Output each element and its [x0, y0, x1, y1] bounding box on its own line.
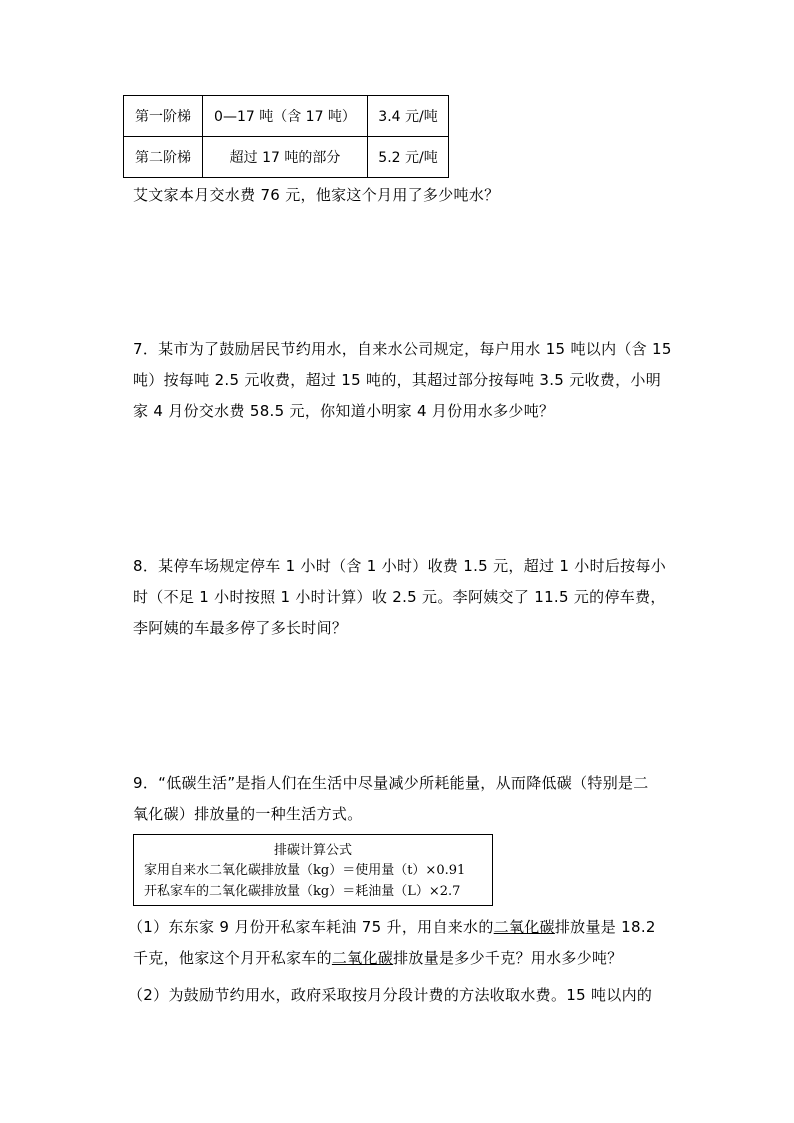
- q9-sub2-line-1: （2）为鼓励节约用水，政府采取按月分段计费的方法收取水费。15 吨以内的: [128, 986, 653, 1004]
- q9-sub1-line-1: [128, 917, 656, 937]
- q9-sub1-text-c: 千克，他家这个月开私家车的: [133, 949, 332, 967]
- underlined-term: 二氧化碳: [331, 949, 394, 967]
- q7-line-1: 7．某市为了鼓励居民节约用水，自来水公司规定，每户用水 15 吨以内（含 15: [133, 340, 672, 358]
- tier-cell: 第二阶梯: [124, 137, 203, 178]
- carbon-formula-box: [133, 834, 493, 906]
- formula-title: 排碳计算公式: [273, 843, 352, 858]
- tier-cell: 第一阶梯: [124, 96, 203, 137]
- range-cell: 0—17 吨（含 17 吨）: [203, 96, 368, 137]
- q9-sub1-line-2: [133, 948, 623, 968]
- q9-sub1-text-b: 排放量是 18.2: [554, 918, 656, 936]
- tier-table: [123, 95, 449, 178]
- q9-line-2: 氧化碳）排放量的一种生活方式。: [133, 805, 363, 823]
- table-row: [124, 96, 449, 137]
- q7-line-3: 家 4 月份交水费 58.5 元，你知道小明家 4 月份用水多少吨？: [133, 402, 555, 420]
- q6-question: 艾文家本月交水费 76 元，他家这个月用了多少吨水？: [133, 186, 500, 204]
- range-cell: 超过 17 吨的部分: [203, 137, 368, 178]
- q9-sub1-text-d: 排放量是多少千克？用水多少吨？: [393, 949, 623, 967]
- q8-line-3: 李阿姨的车最多停了多长时间？: [133, 619, 348, 637]
- q8-line-2: 时（不足 1 小时按照 1 小时计算）收 2.5 元。李阿姨交了 11.5 元的停车费，: [133, 588, 666, 606]
- underlined-term: 二氧化碳: [493, 918, 555, 936]
- q8-line-1: 8．某停车场规定停车 1 小时（含 1 小时）收费 1.5 元，超过 1 小时后按每小: [133, 557, 667, 575]
- formula-car: 开私家车的二氧化碳排放量（kg）＝耗油量（L）×2.7: [144, 884, 461, 899]
- q7-line-2: 吨）按每吨 2.5 元收费，超过 15 吨的，其超过部分按每吨 3.5 元收费，小明: [133, 371, 662, 389]
- q9-sub1-text-a: （1）东东家 9 月份开私家车耗油 75 升，用自来水的: [128, 918, 494, 936]
- table-row: [124, 137, 449, 178]
- q9-line-1: 9．“低碳生活”是指人们在生活中尽量减少所耗能量，从而降低碳（特别是二: [133, 774, 649, 792]
- price-cell: 3.4 元/吨: [368, 96, 449, 137]
- price-cell: 5.2 元/吨: [368, 137, 449, 178]
- formula-water: 家用自来水二氧化碳排放量（kg）＝使用量（t）×0.91: [144, 863, 466, 878]
